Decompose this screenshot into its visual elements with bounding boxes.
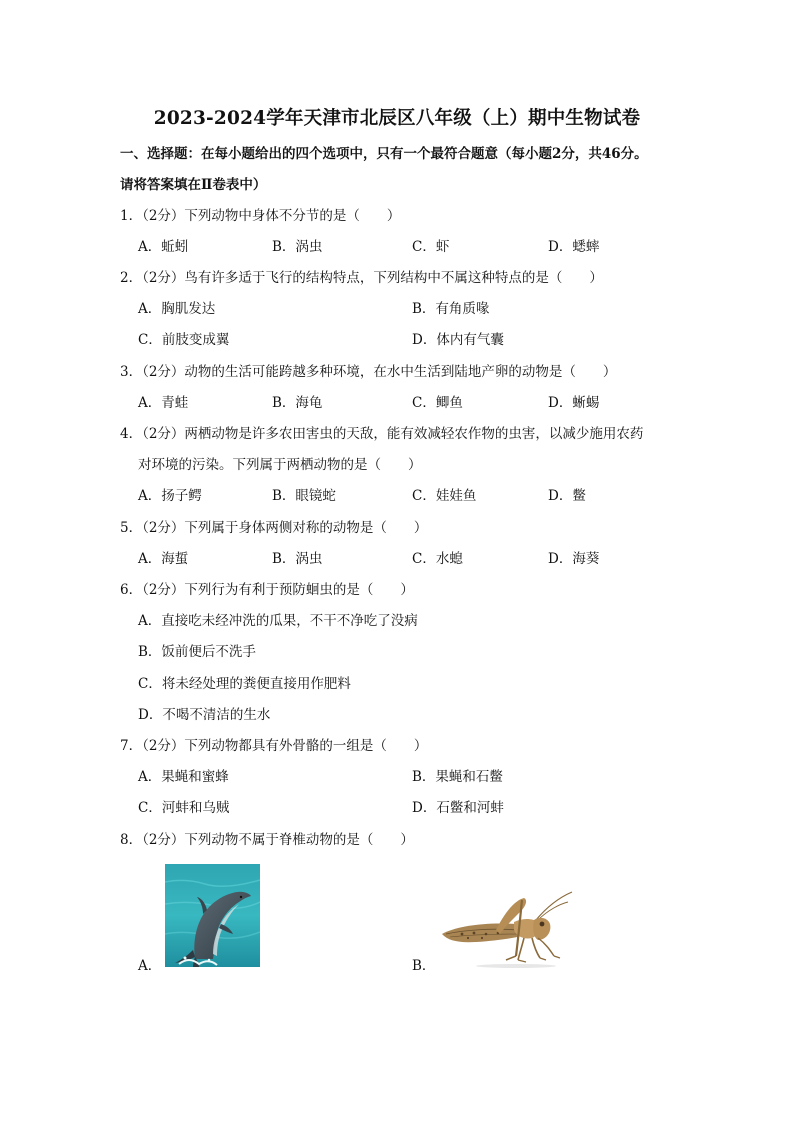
question-2-options-row1	[138, 294, 698, 325]
question-6-option-a[interactable]: A．直接吃未经冲洗的瓜果，不干不净吃了没病	[138, 613, 418, 629]
question-5-stem: 5．（2分）下列属于身体两侧对称的动物是（ ）	[120, 520, 428, 536]
question-6-option-c[interactable]: C．将未经处理的粪便直接用作肥料	[138, 676, 351, 692]
question-5-option-d[interactable]: D．海葵	[548, 551, 600, 567]
question-7-option-a[interactable]: A．果蝇和蜜蜂	[138, 769, 229, 785]
question-5-option-c[interactable]: C．水螅	[412, 551, 463, 567]
question-6-option-row-a	[138, 606, 698, 637]
question-1-option-b[interactable]: B．涡虫	[272, 239, 323, 255]
page-title: 2023-2024学年天津市北辰区八年级（上）期中生物试卷	[153, 108, 641, 129]
question-4-stem: 4．（2分）两栖动物是许多农田害虫的天敌，能有效减轻农作物的虫害，以减少施用农药	[120, 426, 644, 442]
question-3-option-b[interactable]: B．海龟	[272, 395, 323, 411]
question-3-option-d[interactable]: D．蜥蜴	[548, 395, 600, 411]
question-2-stem: 2．（2分）鸟有许多适于飞行的结构特点，下列结构中不属这种特点的是（ ）	[120, 270, 603, 286]
question-1-stem: 1．（2分）下列动物中身体不分节的是（ ）	[120, 208, 401, 224]
question-4-option-c[interactable]: C．娃娃鱼	[412, 488, 477, 504]
question-3-options	[138, 388, 698, 419]
dolphin-image[interactable]	[165, 864, 260, 967]
question-2-option-c[interactable]: C．前肢变成翼	[138, 332, 230, 348]
question-7-options-row1	[138, 762, 698, 793]
question-7-option-c[interactable]: C．河蚌和乌贼	[138, 800, 230, 816]
question-3-option-a[interactable]: A．青蛙	[138, 395, 189, 411]
dolphin-icon	[165, 864, 260, 967]
question-5-options	[138, 544, 698, 575]
question-2-option-d[interactable]: D．体内有气囊	[412, 332, 504, 348]
section-instruction-line2: 请将答案填在Ⅱ卷表中）	[120, 177, 267, 193]
question-1-option-d[interactable]: D．蟋蟀	[548, 239, 600, 255]
question-5-option-a[interactable]: A．海蜇	[138, 551, 189, 567]
question-4-option-a[interactable]: A．扬子鳄	[138, 488, 202, 504]
question-6-option-row-b	[138, 637, 698, 668]
question-7-option-d[interactable]: D．石鳖和河蚌	[412, 800, 504, 816]
question-7-stem: 7．（2分）下列动物都具有外骨骼的一组是（ ）	[120, 738, 428, 754]
grasshopper-image[interactable]	[436, 890, 576, 970]
question-8-option-b[interactable]: B．	[412, 958, 436, 974]
question-6-option-d[interactable]: D．不喝不清洁的生水	[138, 707, 271, 723]
question-6-stem: 6．（2分）下列行为有利于预防蛔虫的是（ ）	[120, 582, 414, 598]
question-4-options	[138, 481, 698, 512]
question-2-options-row2	[138, 325, 698, 356]
question-6-option-b[interactable]: B．饭前便后不洗手	[138, 644, 256, 660]
grasshopper-icon	[436, 890, 576, 970]
question-8-option-a[interactable]: A．	[138, 958, 162, 974]
question-6-option-row-d	[138, 700, 698, 731]
question-4-option-b[interactable]: B．眼镜蛇	[272, 488, 336, 504]
question-5-option-b[interactable]: B．涡虫	[272, 551, 323, 567]
question-8-stem: 8．（2分）下列动物不属于脊椎动物的是（ ）	[120, 832, 414, 848]
question-3-option-c[interactable]: C．鲫鱼	[412, 395, 463, 411]
question-6-option-row-c	[138, 669, 698, 700]
section-instruction-line1: 一、选择题：在每小题给出的四个选项中，只有一个最符合题意（每小题2分，共46分。	[120, 146, 648, 162]
question-1-option-a[interactable]: A．蚯蚓	[138, 239, 189, 255]
question-2-option-a[interactable]: A．胸肌发达	[138, 301, 216, 317]
question-2-option-b[interactable]: B．有角质喙	[412, 301, 490, 317]
question-1-option-c[interactable]: C．虾	[412, 239, 450, 255]
question-1-options	[138, 232, 698, 263]
question-3-stem: 3．（2分）动物的生活可能跨越多种环境，在水中生活到陆地产卵的动物是（ ）	[120, 364, 617, 380]
question-7-option-b[interactable]: B．果蝇和石鳖	[412, 769, 503, 785]
question-4-stem-continued: 对环境的污染。下列属于两栖动物的是（ ）	[138, 457, 422, 473]
question-7-options-row2	[138, 793, 698, 824]
question-4-option-d[interactable]: D．鳖	[548, 488, 586, 504]
